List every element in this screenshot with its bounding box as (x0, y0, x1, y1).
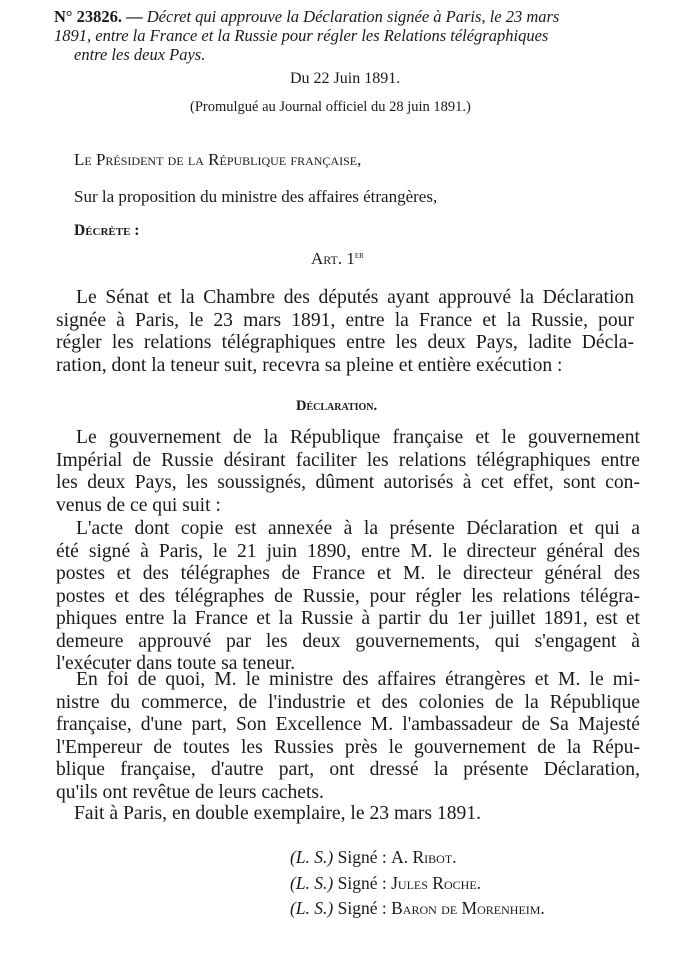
signatory-name: Jules Roche. (391, 873, 482, 893)
decree-title-line-3: entre les deux Pays. (74, 45, 206, 64)
signed-label: Signé : (337, 898, 387, 918)
text-line: phiques entre la France et la Russie à partir du 1er juillet 1891, est et (56, 608, 640, 629)
text-line: venus de ce qui suit : (56, 494, 221, 516)
declaration-paragraph-2 (56, 518, 640, 676)
declaration-paragraph-1 (56, 427, 640, 517)
text-line: postes et des télégraphes de Russie, pour régler les relations télégra- (56, 585, 640, 607)
text-line: l'Empereur de toutes les Russies près le gouvernement de la Répu- (56, 736, 640, 758)
signature-roche (290, 873, 481, 894)
decree-title-line-1 (54, 7, 559, 27)
signatory-name: Baron de Morenheim. (391, 898, 545, 918)
declaration-heading: Déclaration. (296, 398, 378, 414)
text-line: été signé à Paris, le 21 juin 1890, entre M. le directeur général des (56, 540, 640, 562)
signatory-name: A. Ribot. (391, 847, 457, 867)
text-line: Le Sénat et la Chambre des députés ayant approuvé la Déclaration (76, 287, 634, 308)
text-line: nistre du commerce, de l'industrie et des colonies de la République (56, 691, 640, 713)
text-line: régler les relations télégraphiques entre les deux Pays, ladite Décla- (56, 332, 634, 353)
text-line: ration, dont la teneur suit, recevra sa pleine et entière exécution : (56, 354, 563, 376)
promulgation-note: (Promulgué au Journal officiel du 28 juin 1891.) (190, 99, 471, 115)
text-line: L'acte dont copie est annexée à la présente Déclaration et qui a (76, 518, 640, 539)
decree-number: N° 23826. — (54, 7, 143, 26)
seal-mark: (L. S.) (290, 873, 334, 893)
signature-morenheim (290, 898, 545, 919)
seal-mark: (L. S.) (290, 898, 334, 918)
signature-ribot (290, 847, 457, 868)
text-line: blique française, d'autre part, ont dressé la présente Déclaration, (56, 759, 640, 780)
declaration-paragraph-3 (56, 669, 640, 804)
text-line: Impérial de Russie désirant faciliter les relations télégraphiques entre (56, 449, 640, 471)
text-line: En foi de quoi, M. le ministre des affaires étrangères et M. le mi- (76, 669, 640, 690)
decrete-heading: Décrète : (74, 222, 140, 239)
decree-title-part-1: Décret qui approuve la Déclaration signée à Paris, le 23 mars (146, 7, 560, 26)
decree-title-line-2: 1891, entre la France et la Russie pour régler les Relations télégraphiques (54, 26, 549, 45)
text-line: française, d'une part, Son Excellence M. l'ambassadeur de Sa Majesté (56, 714, 640, 735)
article-heading (311, 249, 364, 269)
signed-label: Signé : (337, 873, 387, 893)
text-line: demeure approuvé par les deux gouvernements, qui s'engagent à (56, 630, 640, 652)
text-line: qu'ils ont revêtue de leurs cachets. (56, 781, 324, 803)
fait-line: Fait à Paris, en double exemplaire, le 23 mars 1891. (74, 803, 482, 824)
text-line: les deux Pays, les soussignés, dûment autorisés à cet effet, sont con- (56, 472, 640, 493)
article-paragraph (56, 287, 634, 377)
text-line: signée à Paris, le 23 mars 1891, entre la France et la Russie, pour (56, 309, 634, 331)
article-heading-sup: er (354, 250, 364, 261)
text-line: l'exécuter dans toute sa teneur. (56, 653, 296, 674)
article-heading-text: Art. 1 (311, 249, 355, 268)
signed-label: Signé : (337, 847, 387, 867)
text-line: postes et des télégraphes de France et M. le directeur général des (56, 563, 640, 584)
seal-mark: (L. S.) (290, 847, 334, 867)
decree-date: Du 22 Juin 1891. (290, 70, 401, 87)
text-line: Le gouvernement de la République française et le gouvernement (76, 427, 640, 448)
proposition-line: Sur la proposition du ministre des affaires étrangères, (74, 187, 438, 206)
president-heading: Le Président de la République française, (74, 150, 362, 169)
